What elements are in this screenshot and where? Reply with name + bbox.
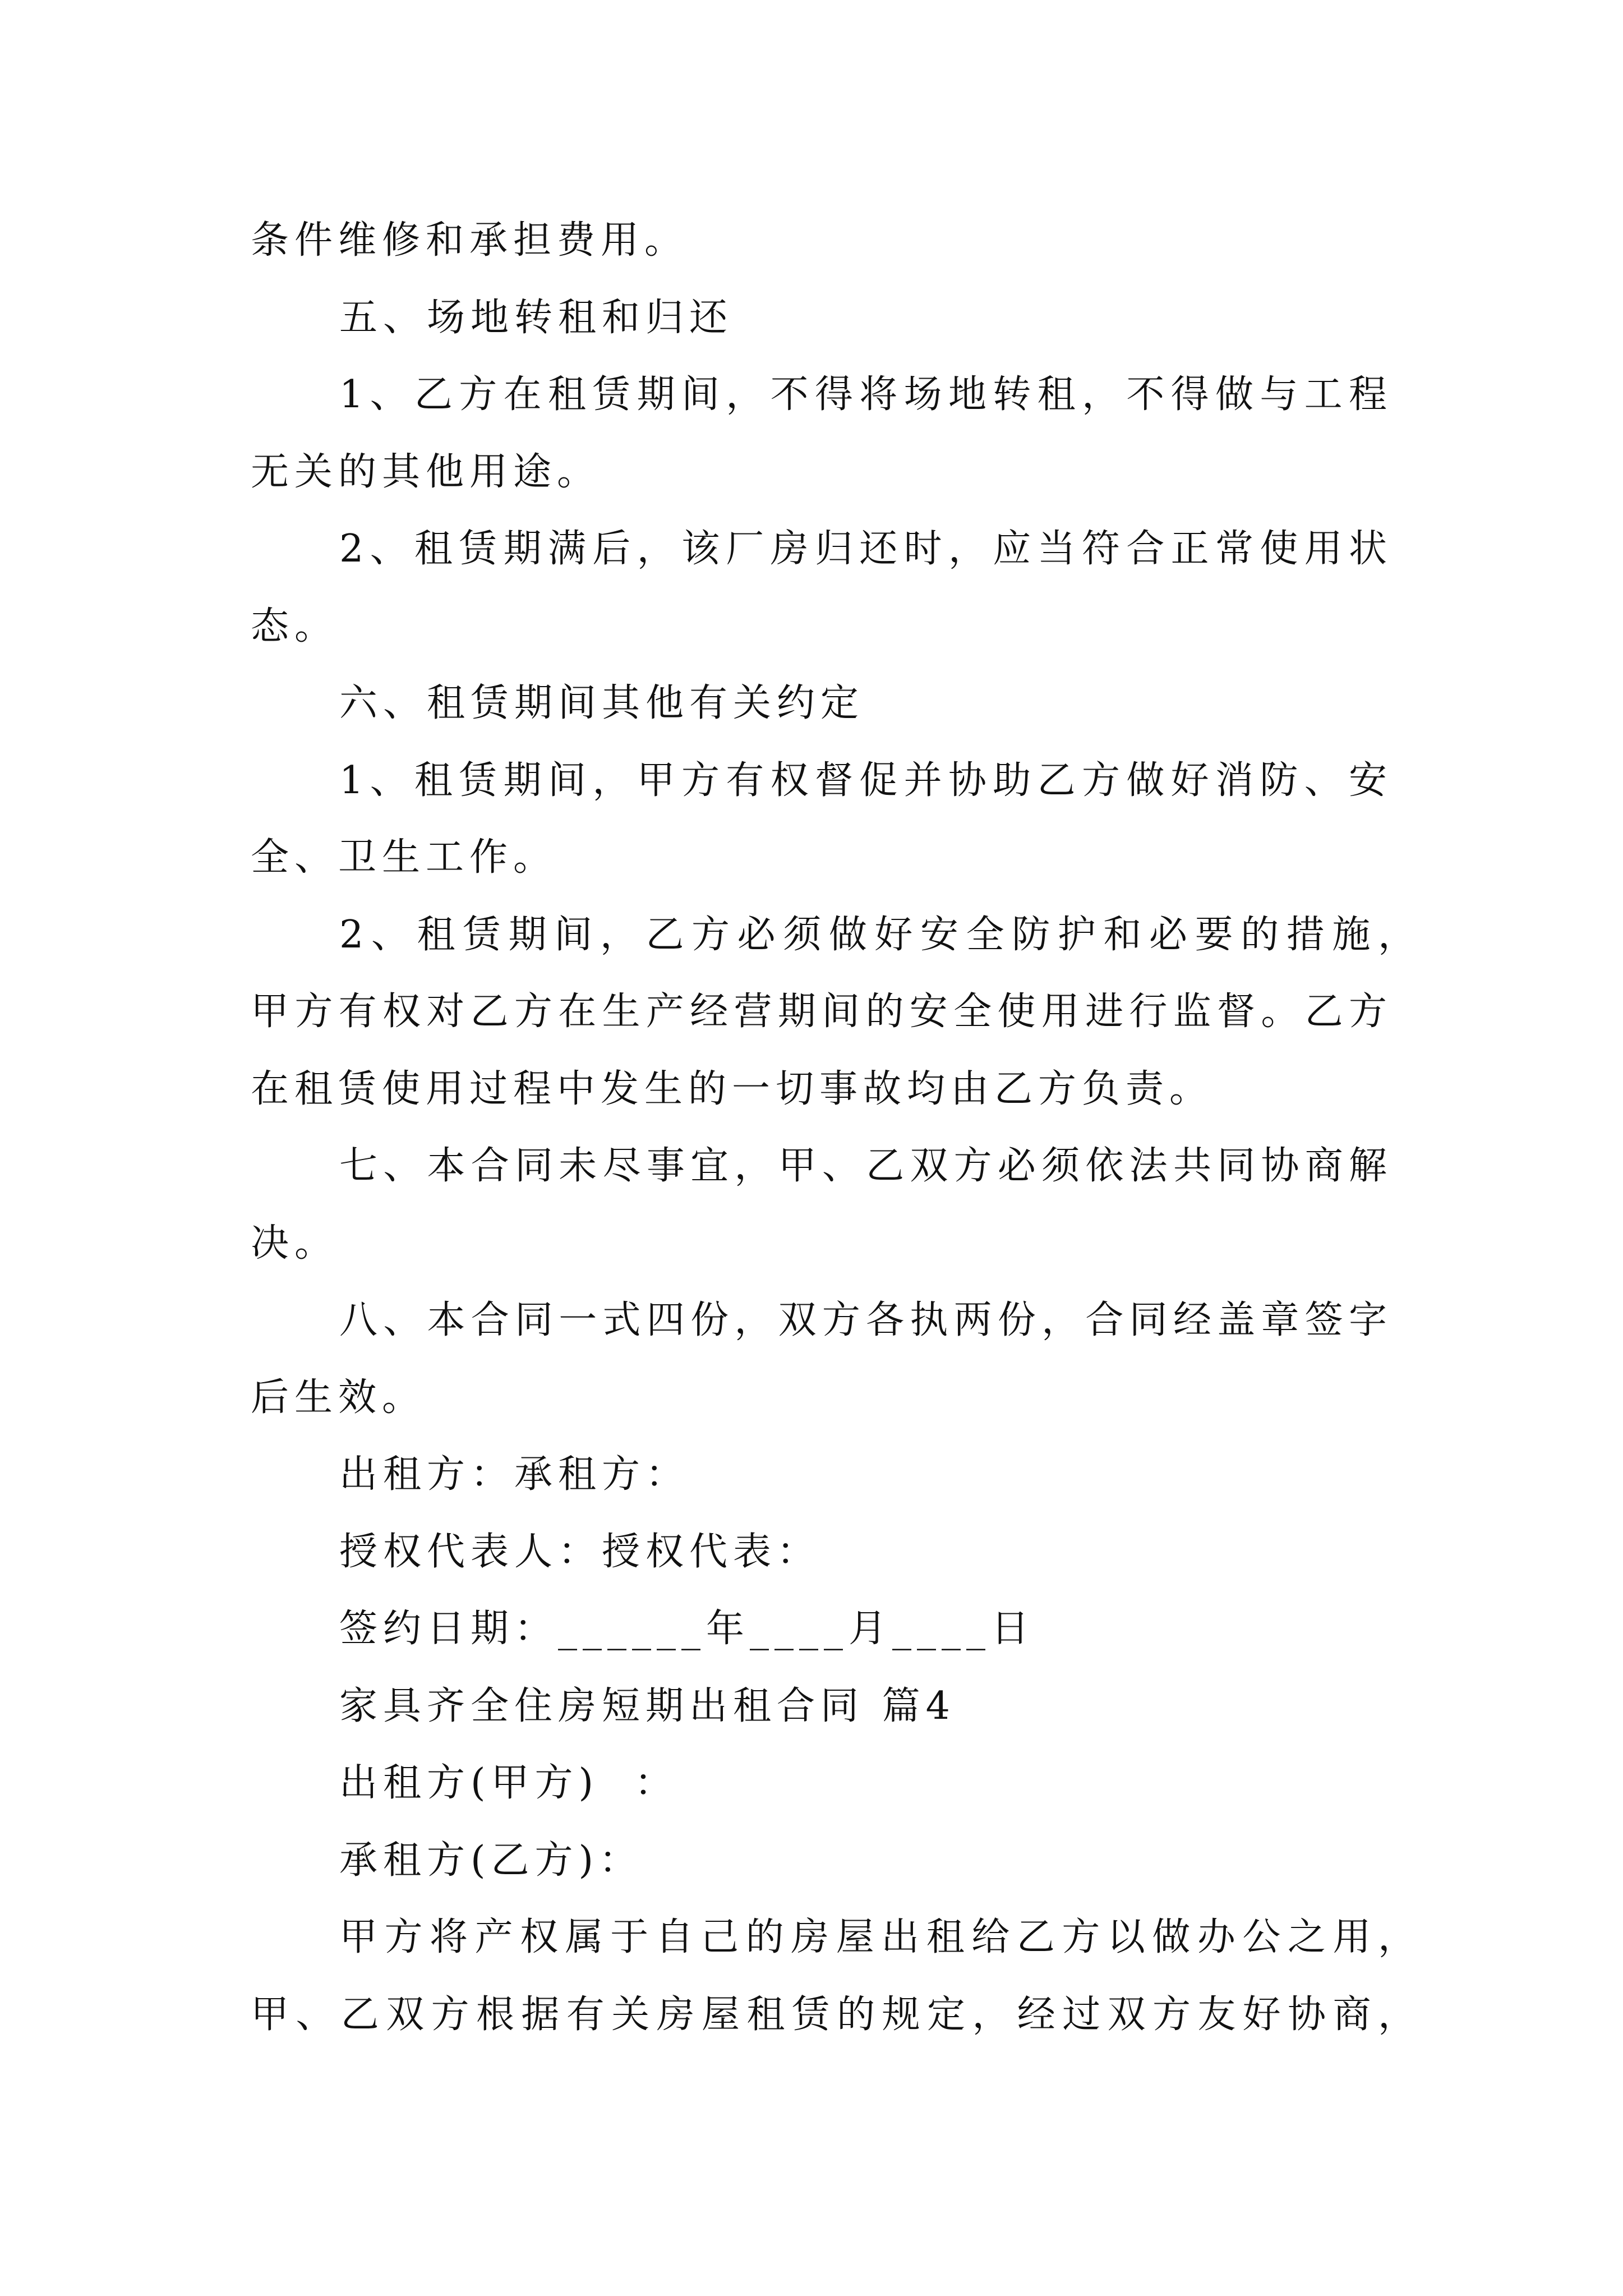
representative-label-line: 授权代表人：授权代表： (339, 1529, 821, 1574)
body-line: 甲方将产权属于自己的房屋出租给乙方以做办公之用， (339, 1915, 1416, 1959)
body-line: 甲方有权对乙方在生产经营期间的安全使用进行监督。乙方 (251, 990, 1387, 1034)
section-heading: 六、租赁期间其他有关约定 (339, 681, 865, 725)
body-line: 无关的其他用途。 (251, 449, 601, 494)
body-line: 在租赁使用过程中发生的一切事故均由乙方负责。 (251, 1066, 1214, 1111)
body-line: 态。 (251, 604, 339, 648)
section-heading: 八、本合同一式四份，双方各执两份，合同经盖章签字 (339, 1298, 1387, 1342)
body-line: 2、租赁期满后，该厂房归还时，应当符合正常使用状 (339, 527, 1387, 571)
body-line: 甲、乙双方根据有关房屋租赁的规定，经过双方友好协商， (251, 1992, 1416, 2037)
body-line: 2、租赁期间，乙方必须做好安全防护和必要的措施， (339, 912, 1416, 957)
section-heading: 五、场地转租和归还 (339, 295, 734, 340)
contract-title: 家具齐全住房短期出租合同 篇4 (339, 1683, 956, 1728)
body-line: 条件维修和承担费用。 (251, 218, 689, 263)
body-line: 全、卫生工作。 (251, 835, 557, 880)
lessor-field: 出租方(甲方) ： (339, 1761, 679, 1805)
body-line: 1、乙方在租赁期间，不得将场地转租，不得做与工程 (339, 372, 1387, 417)
lessee-field: 承租方(乙方)： (339, 1838, 643, 1883)
body-line: 1、租赁期间，甲方有权督促并协助乙方做好消防、安 (339, 758, 1387, 803)
signing-date-line: 签约日期：______年____月____日 (339, 1607, 1035, 1651)
document-body (251, 202, 1416, 2053)
body-line: 决。 (251, 1221, 339, 1266)
body-line: 后生效。 (251, 1375, 426, 1420)
section-heading: 七、本合同未尽事宜，甲、乙双方必须依法共同协商解 (339, 1144, 1387, 1188)
party-label-line: 出租方：承租方： (339, 1452, 690, 1497)
